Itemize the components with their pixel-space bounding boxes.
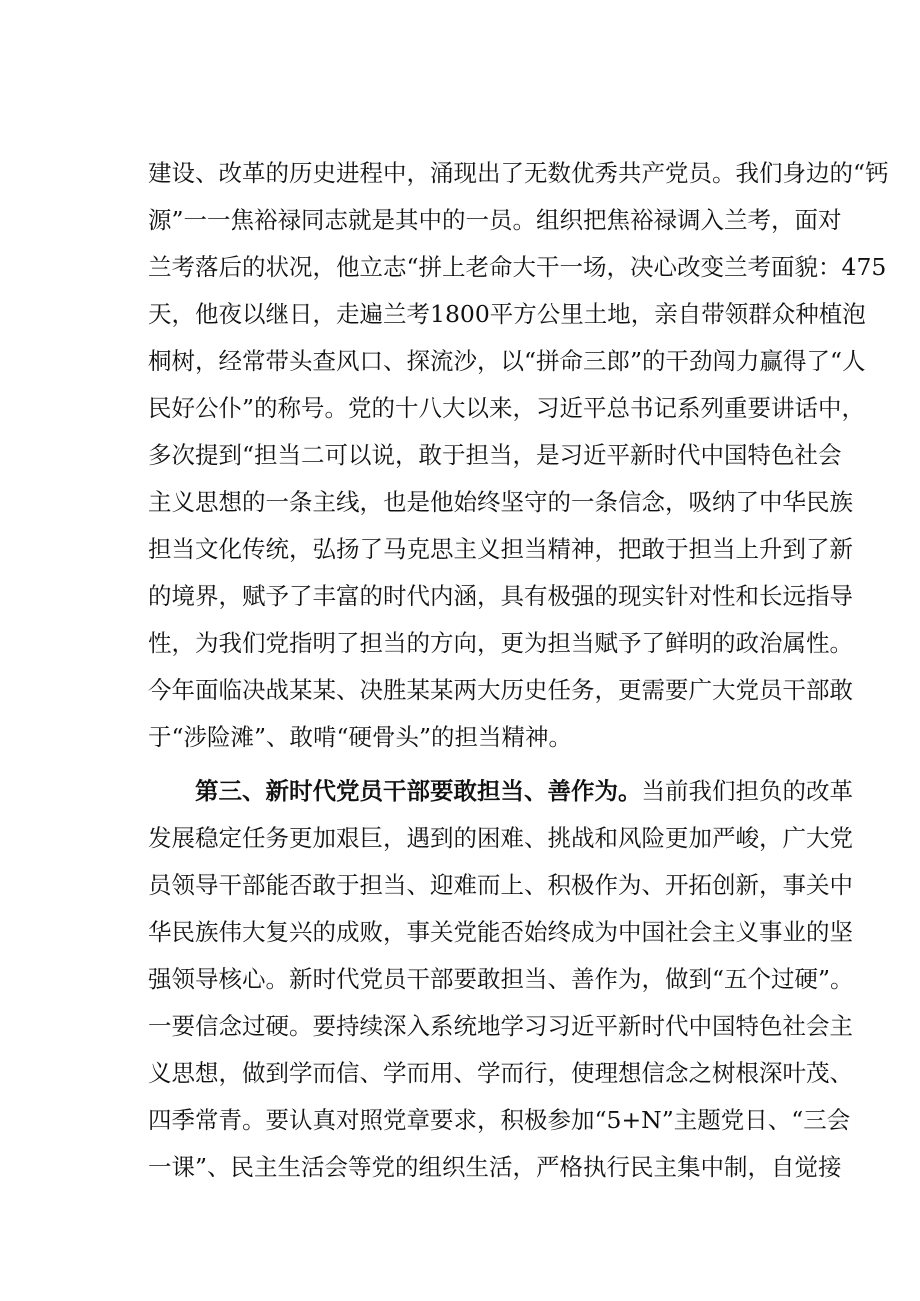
text-line: 源”一一焦裕禄同志就是其中的一员。组织把焦裕禄调入兰考，面对 [148,206,842,234]
text-line: 员领导干部能否敢于担当、迎难而上、积极作为、开拓创新，事关中 [148,871,853,899]
text-run: 当前我们担负的改革 [641,777,853,805]
text-line: 性，为我们党指明了担当的方向，更为担当赋予了鲜明的政治属性。 [148,629,853,657]
text-line: 于“涉险滩”、敢啃“硬骨头”的担当精神。 [148,723,573,751]
text-line: 主义思想的一条主线，也是他始终坚守的一条信念，吸纳了中华民族 [148,488,853,516]
text-line: 民好公仆”的称号。党的十八大以来，习近平总书记系列重要讲话中， [148,394,866,422]
text-line: 强领导核心。新时代党员干部要敢担当、善作为，做到“五个过硬”。 [148,965,854,993]
section-heading: 第三、新时代党员干部要敢担当、善作为。 [195,777,642,805]
text-line: 天，他夜以继日，走遍兰考1800平方公里土地，亲自带领群众种植泡 [148,300,866,328]
text-line: 四季常青。要认真对照党章要求，积极参加“5+N”主题党日、“三会 [148,1106,851,1134]
text-line: 桐树，经常带头查风口、探流沙，以“拼命三郎”的干劲闯力赢得了“人 [148,347,866,375]
paragraph [148,768,854,1191]
text-line: 多次提到“担当二可以说，敢于担当，是习近平新时代中国特色社会 [148,441,842,469]
text-line: 华民族伟大复兴的成败，事关党能否始终成为中国社会主义事业的坚 [148,918,853,946]
paragraph [148,150,889,761]
text-line: 建设、改革的历史进程中，涌现出了无数优秀共产党员。我们身边的“钙 [148,159,889,187]
text-line: 义思想，做到学而信、学而用、学而行，使理想信念之树根深叶茂、 [148,1059,853,1087]
text-line: 兰考落后的状况，他立志“拼上老命大干一场，决心改变兰考面貌：475 [148,253,887,281]
text-line: 一要信念过硬。要持续深入系统地学习习近平新时代中国特色社会主 [148,1012,853,1040]
text-line: 一课”、民主生活会等党的组织生活，严格执行民主集中制，自觉接 [148,1153,842,1181]
text-line: 发展稳定任务更加艰巨，遇到的困难、挑战和风险更加严峻，广大党 [148,824,853,852]
text-line: 的境界，赋予了丰富的时代内涵，具有极强的现实针对性和长远指导 [148,582,853,610]
document-body [148,150,889,1191]
text-line [148,768,853,815]
text-line: 担当文化传统，弘扬了马克思主义担当精神，把敢于担当上升到了新 [148,535,853,563]
text-line: 今年面临决战某某、决胜某某两大历史任务，更需要广大党员干部敢 [148,676,853,704]
